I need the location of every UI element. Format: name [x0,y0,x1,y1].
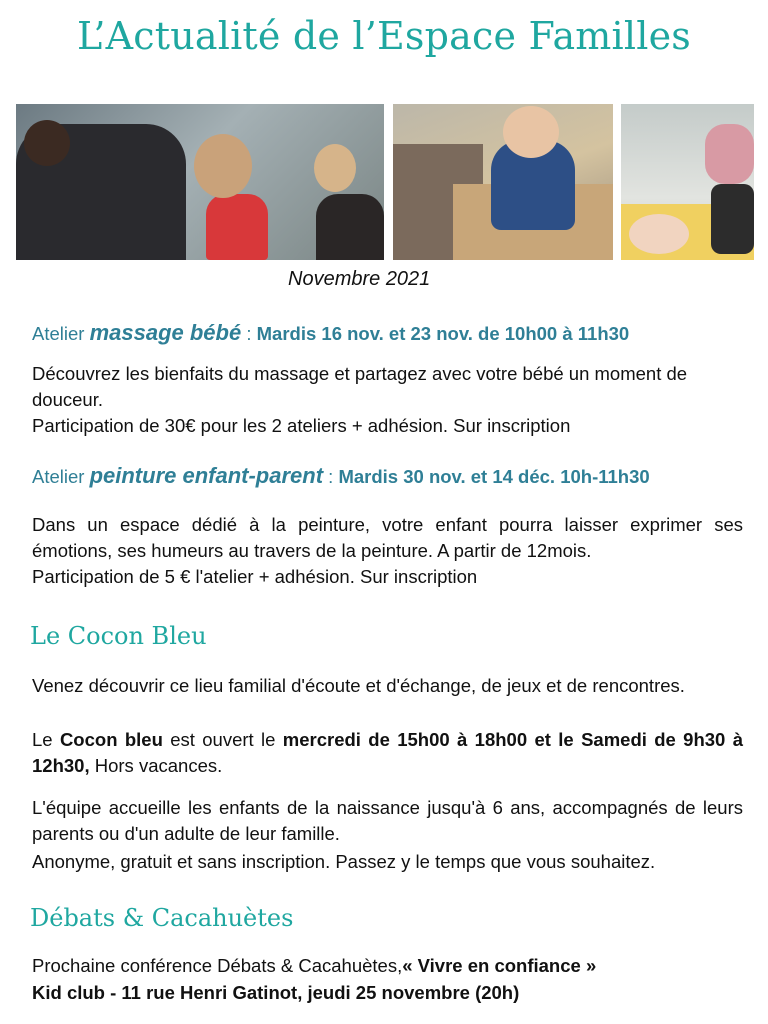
section-heading-cocon: Le Cocon Bleu [30,622,207,650]
photo-baby-box [393,104,613,260]
atelier-peinture-description [32,512,743,590]
debats-title: « Vivre en confiance » [402,955,597,976]
month-label: Novembre 2021 [288,268,431,290]
atelier-schedule: Mardis 16 nov. et 23 nov. de 10h00 à 11h30 [256,323,630,344]
cocon-name: Cocon bleu [59,729,163,750]
atelier-separator: : [323,466,339,487]
description-line: Dans un espace dédié à la peinture, votre enfant pourra laisser exprimer ses émotions, ses humeurs au travers de la peinture. A partir de 12mois. [32,514,743,561]
section-heading-debats: Débats & Cacahuètes [30,904,294,932]
atelier-massage-description [32,361,743,439]
cocon-intro: Venez découvrir ce lieu familial d'écoute et d'échange, de jeux et de rencontres. [32,675,685,696]
text-span: Le [32,729,60,750]
atelier-peinture-heading [32,463,650,489]
atelier-name: peinture enfant-parent [89,463,324,488]
atelier-schedule: Mardis 30 nov. et 14 déc. 10h-11h30 [338,466,650,487]
atelier-prefix: Atelier [32,466,90,487]
atelier-separator: : [241,323,257,344]
photo-family-dance [16,104,384,260]
debats-line1 [32,953,743,979]
atelier-name: massage bébé [89,320,242,345]
debats-location: Kid club - 11 rue Henri Gatinot, jeudi 25 novembre (20h) [32,982,520,1003]
description-line: Participation de 5 € l'atelier + adhésion. Sur inscription [32,566,478,587]
description-line: Découvrez les bienfaits du massage et partagez avec votre bébé un moment de douceur. [32,363,688,410]
cocon-opening-hours [32,727,743,779]
text-span: Hors vacances. [89,755,223,776]
description-line: Participation de 30€ pour les 2 ateliers + adhésion. Sur inscription [32,415,571,436]
photo-banner [16,104,754,260]
text-span: est ouvert le [162,729,283,750]
cocon-team: L'équipe accueille les enfants de la naissance jusqu'à 6 ans, accompagnés de leurs parents ou d'un adulte de leur famille. [32,797,743,844]
page-title: L’Actualité de l’Espace Familles [77,14,691,58]
cocon-free: Anonyme, gratuit et sans inscription. Passez y le temps que vous souhaitez. [32,851,656,872]
cocon-hours: mercredi de 15h00 à 18h00 et le Samedi de 9h30 à 12h30, [32,729,743,776]
atelier-massage-heading [32,320,629,346]
atelier-prefix: Atelier [32,323,90,344]
photo-baby-massage [621,104,754,260]
debats-intro: Prochaine conférence Débats & Cacahuètes, [32,955,403,976]
